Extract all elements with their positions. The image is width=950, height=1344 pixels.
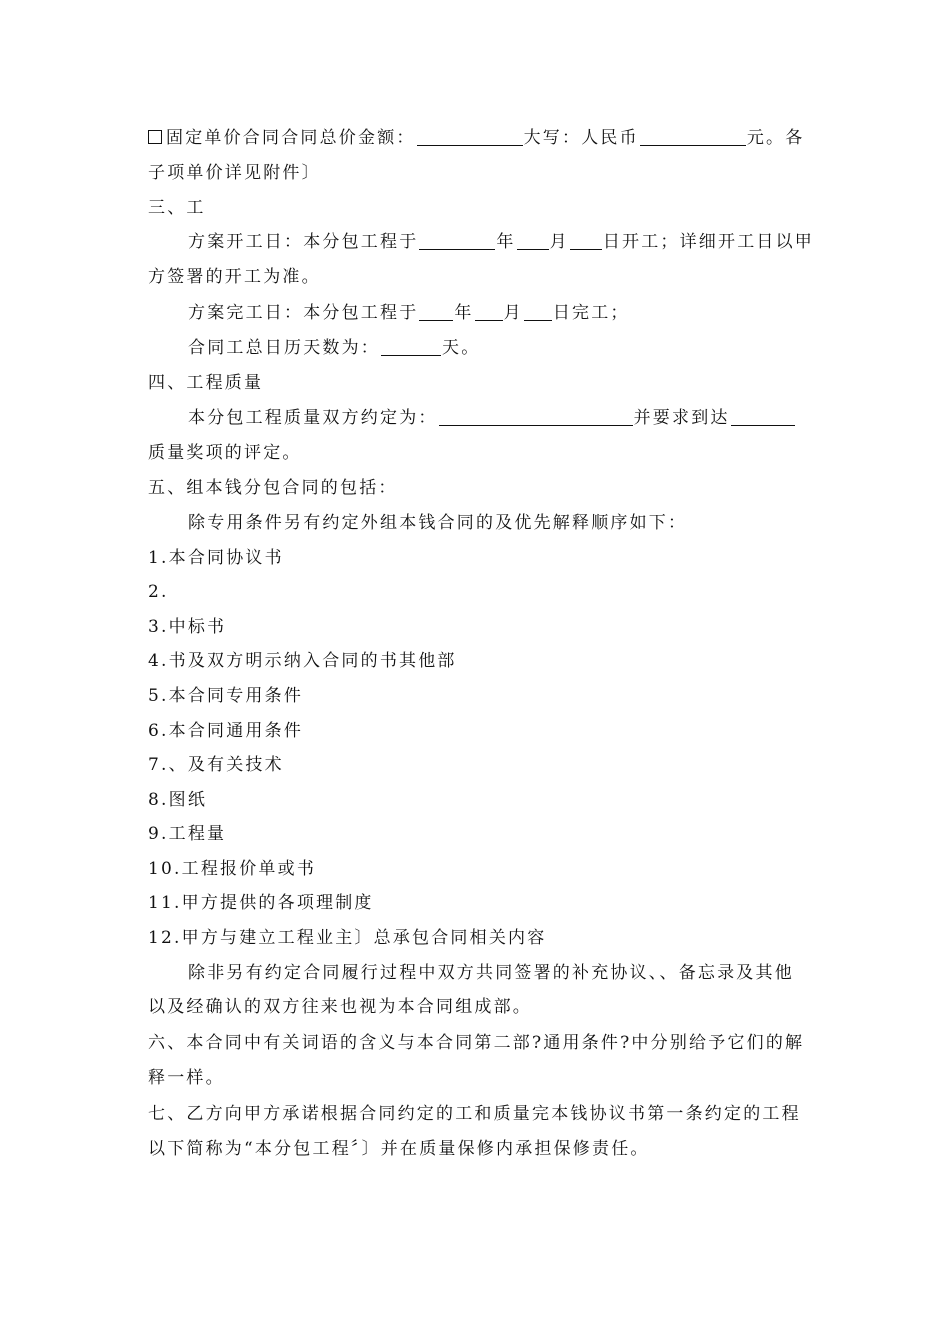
planned-end-suffix: 日完工； [552, 303, 630, 323]
end-day-blank[interactable] [524, 302, 552, 321]
list-item: 7.、及有关技术 [148, 755, 284, 775]
price-suffix: 元。各 [746, 128, 805, 148]
list-item: 8.图纸 [148, 790, 208, 810]
section-5-intro: 除专用条件另有约定外组本钱合同的及优先解释顺序如下： [188, 513, 688, 533]
section-7-line: 七、乙方向甲方承诺根据合同约定的工和质量完本钱协议书第一条约定的工程 [148, 1104, 801, 1124]
section-7-line-2: 以下简称为“本分包工程〞〕并在质量保修内承担保修责任。 [148, 1139, 650, 1159]
price-line [148, 121, 808, 155]
price-label: 固定单价合同合同总价金额： [166, 128, 416, 148]
uppercase-amount-blank[interactable] [640, 127, 746, 146]
list-item: 11.甲方提供的各项理制度 [148, 893, 374, 913]
quality-award-blank[interactable] [731, 407, 795, 426]
list-item: 4.书及双方明示纳入合同的书其他部 [148, 651, 457, 671]
planned-start-suffix: 日开工；详细开工日以甲 [602, 232, 815, 252]
start-day-blank[interactable] [570, 231, 602, 250]
list-item: 5.本合同专用条件 [148, 686, 304, 706]
month-label: 月 [503, 303, 523, 323]
total-days-label: 合同工总日历天数为： [188, 338, 380, 358]
planned-end-line [188, 296, 808, 330]
quality-line-2: 质量奖项的评定。 [148, 443, 302, 463]
section-4-title: 四、工程质量 [148, 373, 264, 393]
section-5-title: 五、组本钱分包合同的包括： [148, 478, 398, 498]
list-item: 3.中标书 [148, 617, 227, 637]
end-month-blank[interactable] [475, 302, 503, 321]
start-month-blank[interactable] [517, 231, 549, 250]
year-label: 年 [454, 303, 474, 323]
section-6-line: 六、本合同中有关词语的含义与本合同第二部?通用条件?中分别给予它们的解 [148, 1033, 805, 1053]
section-3-title: 三、工 [148, 198, 206, 218]
list-item: 2. [148, 582, 169, 602]
price-line-2: 子项单价详见附件〕 [148, 163, 321, 183]
planned-start-label: 方案开工日：本分包工程于 [188, 232, 419, 252]
total-days-suffix: 天。 [442, 338, 481, 358]
planned-end-label: 方案完工日：本分包工程于 [188, 303, 419, 323]
checkbox-icon[interactable] [148, 130, 162, 144]
planned-start-line-2: 方签署的开工为准。 [148, 267, 321, 287]
list-item: 12.甲方与建立工程业主〕总承包合同相关内容 [148, 928, 547, 948]
planned-start-line [188, 225, 815, 259]
total-days-blank[interactable] [381, 337, 441, 356]
amount-blank[interactable] [417, 127, 523, 146]
quality-award-label: 并要求到达 [633, 408, 730, 428]
quality-label: 本分包工程质量双方约定为： [188, 408, 438, 428]
year-label: 年 [496, 232, 516, 252]
list-item: 9.工程量 [148, 824, 227, 844]
list-item: 10.工程报价单或书 [148, 859, 317, 879]
start-year-blank[interactable] [419, 231, 495, 250]
list-item: 1.本合同协议书 [148, 548, 284, 568]
section-5-note: 除非另有约定合同履行过程中双方共同签署的补充协议、、备忘录及其他 [188, 963, 794, 983]
quality-standard-blank[interactable] [439, 407, 633, 426]
month-label: 月 [549, 232, 569, 252]
end-year-blank[interactable] [419, 302, 453, 321]
list-item: 6.本合同通用条件 [148, 721, 304, 741]
section-6-line-2: 释一样。 [148, 1068, 225, 1088]
section-5-note-2: 以及经确认的双方往来也视为本合同组成部。 [148, 997, 532, 1017]
total-days-line [188, 331, 808, 365]
uppercase-label: 大写：人民币 [523, 128, 639, 148]
quality-line [188, 401, 808, 435]
